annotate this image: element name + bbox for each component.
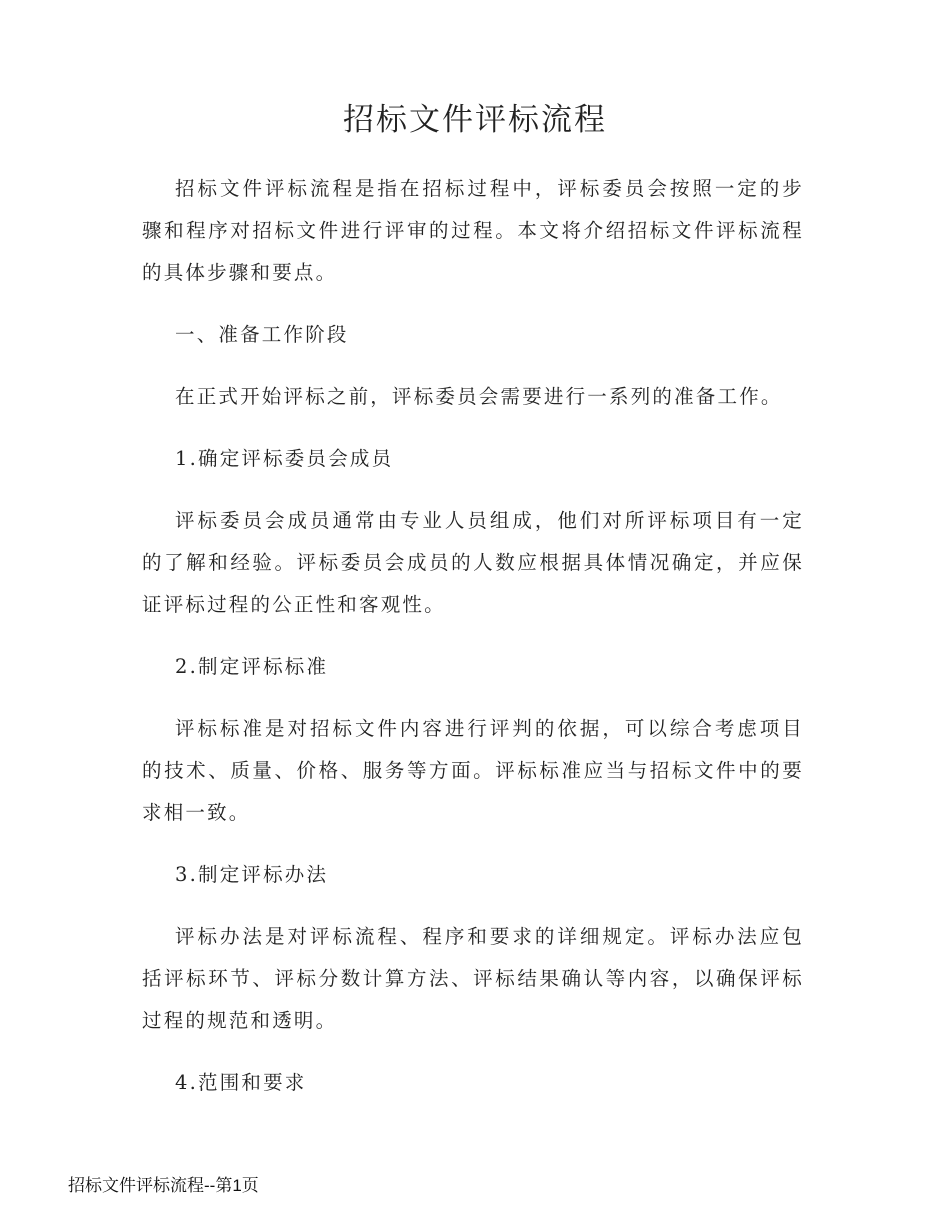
subheading-evaluation-standards: 2.制定评标标准 [175,655,329,678]
document-title: 招标文件评标流程 [343,102,607,138]
subheading-evaluation-method: 3.制定评标办法 [175,863,329,886]
document-body [142,168,804,1124]
committee-members-paragraph: 评标委员会成员通常由专业人员组成，他们对所评标项目有一定的了解和经验。评标委员会成员的人数应根据具体情况确定，并应保证评标过程的公正性和客观性。 [142,509,804,616]
subheading-scope-requirements: 4.范围和要求 [175,1071,307,1094]
section-heading-preparation: 一、准备工作阶段 [175,323,349,346]
subheading-committee-members: 1.确定评标委员会成员 [175,447,394,470]
preparation-paragraph: 在正式开始评标之前，评标委员会需要进行一系列的准备工作。 [175,385,783,408]
evaluation-method-paragraph: 评标办法是对评标流程、程序和要求的详细规定。评标办法应包括评标环节、评标分数计算方法、评标结果确认等内容，以确保评标过程的规范和透明。 [142,925,804,1032]
intro-paragraph: 招标文件评标流程是指在招标过程中，评标委员会按照一定的步骤和程序对招标文件进行评审的过程。本文将介绍招标文件评标流程的具体步骤和要点。 [142,177,804,284]
evaluation-standards-paragraph: 评标标准是对招标文件内容进行评判的依据，可以综合考虑项目的技术、质量、价格、服务等方面。评标标准应当与招标文件中的要求相一致。 [142,717,804,824]
page-footer: 招标文件评标流程--第1页 [68,1176,259,1195]
